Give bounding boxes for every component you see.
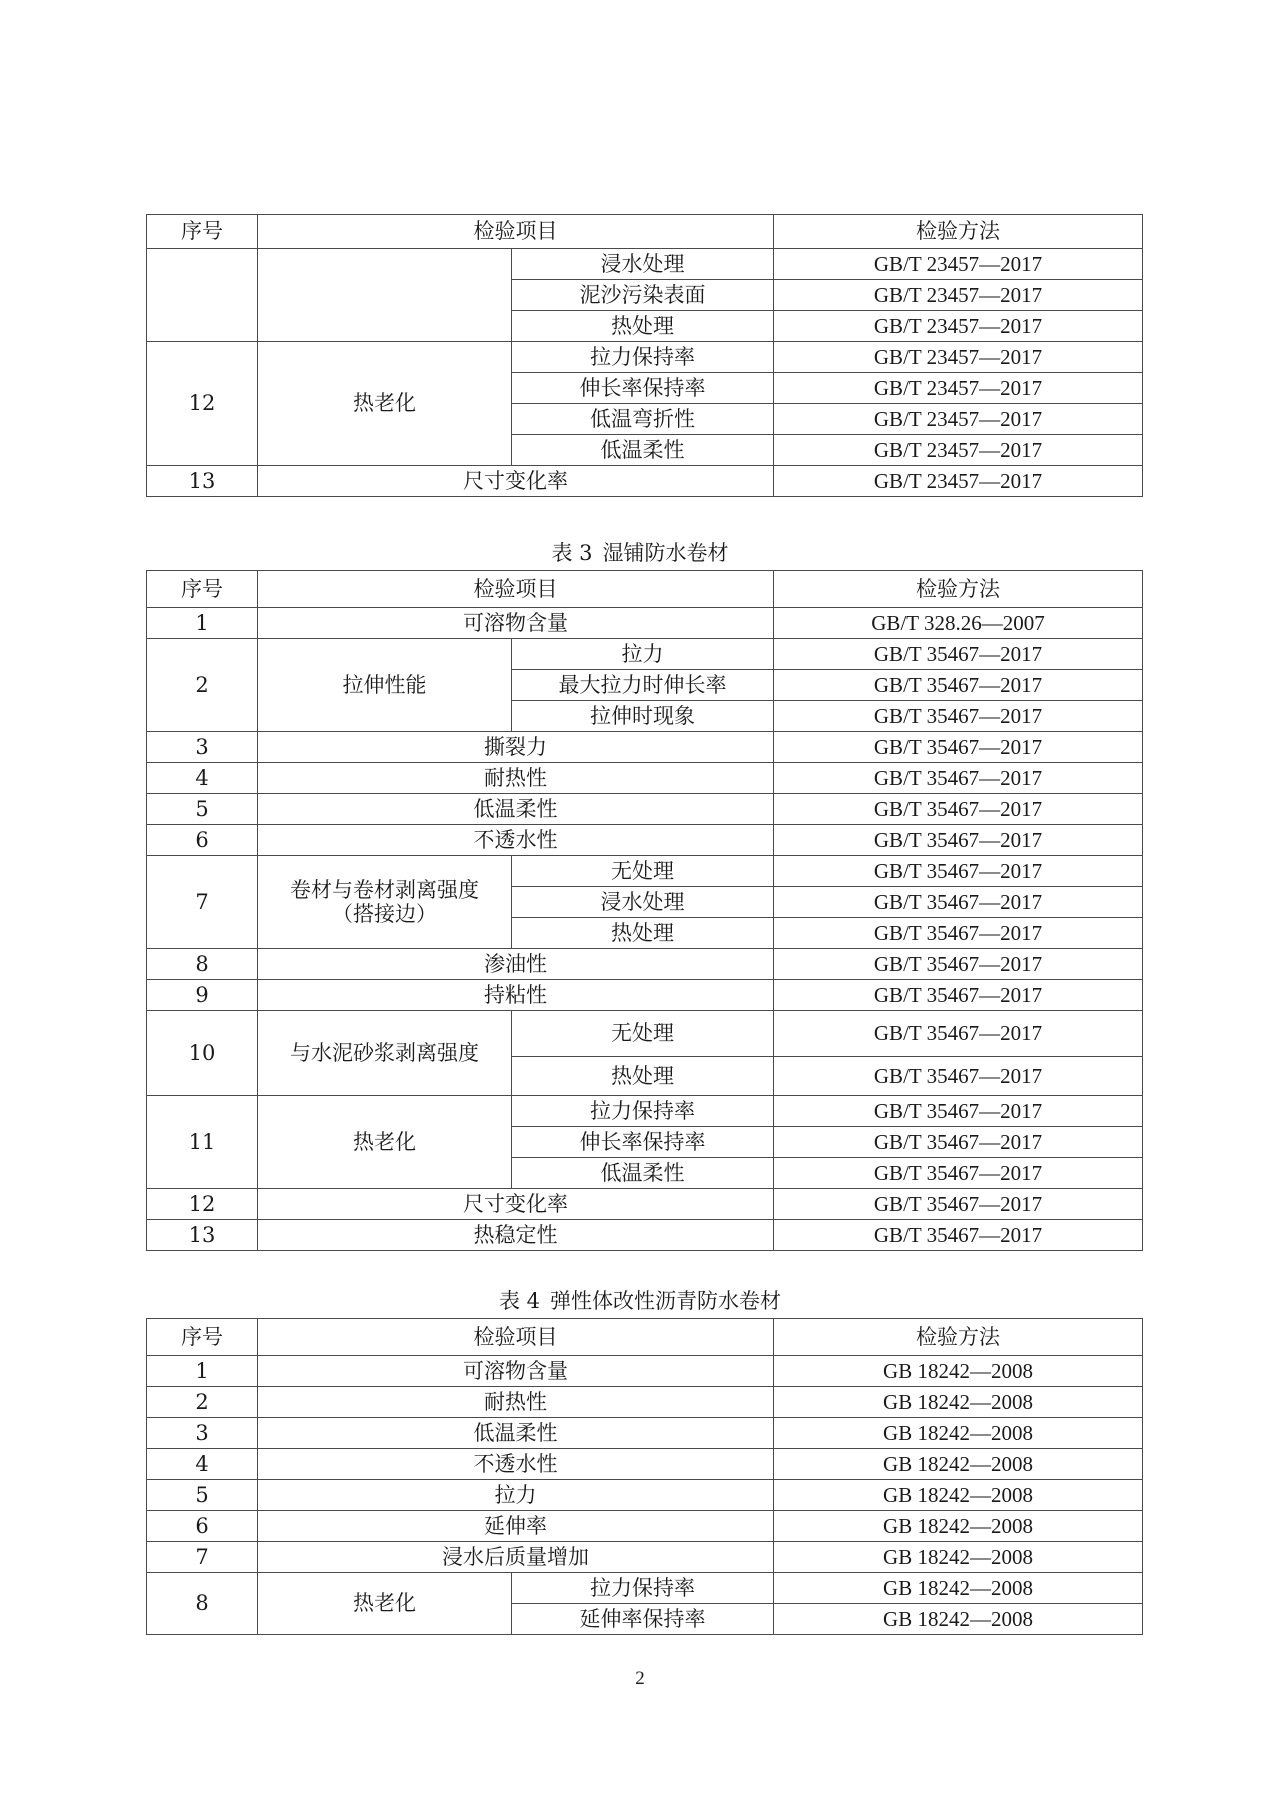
sub-item-cell: 泥沙污染表面	[512, 280, 774, 311]
serial-cell: 8	[147, 1573, 258, 1635]
method-cell: GB/T 35467—2017	[774, 1220, 1143, 1251]
serial-cell: 13	[147, 1220, 258, 1251]
serial-cell: 8	[147, 949, 258, 980]
method-cell: GB 18242—2008	[774, 1604, 1143, 1635]
item-cell: 低温柔性	[258, 794, 774, 825]
method-cell: GB 18242—2008	[774, 1511, 1143, 1542]
serial-cell	[147, 249, 258, 342]
sub-item-cell: 伸长率保持率	[512, 1127, 774, 1158]
item-cell: 热稳定性	[258, 1220, 774, 1251]
method-cell: GB/T 35467—2017	[774, 763, 1143, 794]
method-cell: GB/T 35467—2017	[774, 1189, 1143, 1220]
method-cell: GB/T 35467—2017	[774, 887, 1143, 918]
method-cell: GB/T 23457—2017	[774, 280, 1143, 311]
sub-item-cell: 最大拉力时伸长率	[512, 670, 774, 701]
item-cell: 持粘性	[258, 980, 774, 1011]
method-cell: GB/T 23457—2017	[774, 249, 1143, 280]
item-cell: 浸水后质量增加	[258, 1542, 774, 1573]
table-row	[147, 1356, 1143, 1387]
serial-cell: 6	[147, 1511, 258, 1542]
header-method: 检验方法	[774, 215, 1143, 249]
sub-item-cell: 低温柔性	[512, 1158, 774, 1189]
item-cell: 热老化	[258, 342, 512, 466]
item-cell: 撕裂力	[258, 732, 774, 763]
table-row	[147, 856, 1143, 887]
method-cell: GB/T 23457—2017	[774, 466, 1143, 497]
item-cell: 耐热性	[258, 1387, 774, 1418]
table-row	[147, 949, 1143, 980]
method-cell: GB/T 23457—2017	[774, 373, 1143, 404]
page-number: 2	[635, 1668, 645, 1689]
serial-cell: 12	[147, 342, 258, 466]
sub-item-cell: 延伸率保持率	[512, 1604, 774, 1635]
serial-cell: 3	[147, 1418, 258, 1449]
table-row	[147, 1449, 1143, 1480]
method-cell: GB/T 23457—2017	[774, 311, 1143, 342]
serial-cell: 11	[147, 1096, 258, 1189]
serial-cell: 3	[147, 732, 258, 763]
sub-item-cell: 拉力保持率	[512, 1096, 774, 1127]
serial-cell: 5	[147, 794, 258, 825]
table-row	[147, 1542, 1143, 1573]
table3-caption-title: 湿铺防水卷材	[602, 541, 729, 565]
table-row	[147, 1387, 1143, 1418]
item-cell: 延伸率	[258, 1511, 774, 1542]
item-line-2: （搭接边）	[332, 902, 437, 926]
method-cell: GB/T 23457—2017	[774, 435, 1143, 466]
serial-cell: 7	[147, 856, 258, 949]
serial-cell: 5	[147, 1480, 258, 1511]
serial-cell: 9	[147, 980, 258, 1011]
sub-item-cell: 无处理	[512, 1011, 774, 1057]
item-cell: 渗油性	[258, 949, 774, 980]
serial-cell: 1	[147, 608, 258, 639]
table-row	[147, 1011, 1143, 1057]
serial-cell: 10	[147, 1011, 258, 1096]
sub-item-cell: 热处理	[512, 1057, 774, 1096]
table3	[146, 570, 1143, 1251]
item-cell: 耐热性	[258, 763, 774, 794]
method-cell: GB 18242—2008	[774, 1418, 1143, 1449]
serial-cell: 2	[147, 1387, 258, 1418]
sub-item-cell: 热处理	[512, 918, 774, 949]
item-cell	[258, 249, 512, 342]
header-item: 检验项目	[258, 1319, 774, 1356]
header-serial: 序号	[147, 215, 258, 249]
table-row	[147, 639, 1143, 670]
table-header-row	[147, 571, 1143, 608]
method-cell: GB/T 35467—2017	[774, 1096, 1143, 1127]
method-cell: GB/T 328.26—2007	[774, 608, 1143, 639]
header-method: 检验方法	[774, 1319, 1143, 1356]
sub-item-cell: 低温柔性	[512, 435, 774, 466]
header-item: 检验项目	[258, 215, 774, 249]
sub-item-cell: 热处理	[512, 311, 774, 342]
method-cell: GB/T 35467—2017	[774, 732, 1143, 763]
table4-caption	[0, 1285, 1280, 1315]
table-row	[147, 608, 1143, 639]
method-cell: GB/T 23457—2017	[774, 342, 1143, 373]
method-cell: GB/T 35467—2017	[774, 825, 1143, 856]
method-cell: GB/T 35467—2017	[774, 670, 1143, 701]
sub-item-cell: 拉伸时现象	[512, 701, 774, 732]
serial-cell: 1	[147, 1356, 258, 1387]
serial-cell: 6	[147, 825, 258, 856]
sub-item-cell: 拉力保持率	[512, 1573, 774, 1604]
item-cell	[258, 856, 512, 949]
serial-cell: 12	[147, 1189, 258, 1220]
item-cell: 尺寸变化率	[258, 1189, 774, 1220]
table-row	[147, 1418, 1143, 1449]
item-cell: 可溶物含量	[258, 608, 774, 639]
table-header-row	[147, 1319, 1143, 1356]
method-cell: GB/T 35467—2017	[774, 980, 1143, 1011]
table-row	[147, 763, 1143, 794]
method-cell: GB/T 35467—2017	[774, 856, 1143, 887]
table4-caption-number: 表 4	[498, 1289, 541, 1313]
method-cell: GB/T 35467—2017	[774, 1011, 1143, 1057]
sub-item-cell: 浸水处理	[512, 249, 774, 280]
table-row	[147, 1511, 1143, 1542]
header-method: 检验方法	[774, 571, 1143, 608]
item-cell: 热老化	[258, 1096, 512, 1189]
item-cell: 不透水性	[258, 1449, 774, 1480]
table-row	[147, 1189, 1143, 1220]
method-cell: GB/T 23457—2017	[774, 404, 1143, 435]
sub-item-cell: 无处理	[512, 856, 774, 887]
method-cell: GB 18242—2008	[774, 1542, 1143, 1573]
header-item: 检验项目	[258, 571, 774, 608]
method-cell: GB 18242—2008	[774, 1449, 1143, 1480]
item-cell: 不透水性	[258, 825, 774, 856]
method-cell: GB 18242—2008	[774, 1387, 1143, 1418]
table3-caption	[0, 537, 1280, 567]
method-cell: GB 18242—2008	[774, 1480, 1143, 1511]
sub-item-cell: 低温弯折性	[512, 404, 774, 435]
table-row	[147, 825, 1143, 856]
method-cell: GB/T 35467—2017	[774, 639, 1143, 670]
method-cell: GB/T 35467—2017	[774, 794, 1143, 825]
table4	[146, 1318, 1143, 1635]
table4-caption-title: 弹性体改性沥青防水卷材	[550, 1289, 782, 1313]
item-cell: 低温柔性	[258, 1418, 774, 1449]
item-cell: 尺寸变化率	[258, 466, 774, 497]
item-cell: 拉伸性能	[258, 639, 512, 732]
table-row	[147, 794, 1143, 825]
item-cell: 拉力	[258, 1480, 774, 1511]
serial-cell: 2	[147, 639, 258, 732]
sub-item-cell: 拉力保持率	[512, 342, 774, 373]
sub-item-cell: 浸水处理	[512, 887, 774, 918]
item-line-1: 卷材与卷材剥离强度	[290, 877, 479, 902]
header-serial: 序号	[147, 1319, 258, 1356]
table-row	[147, 1096, 1143, 1127]
table-header-row	[147, 215, 1143, 249]
table-row	[147, 1480, 1143, 1511]
method-cell: GB/T 35467—2017	[774, 949, 1143, 980]
method-cell: GB/T 35467—2017	[774, 918, 1143, 949]
table-row	[147, 466, 1143, 497]
serial-cell: 7	[147, 1542, 258, 1573]
table3-caption-number: 表 3	[551, 541, 593, 565]
method-cell: GB 18242—2008	[774, 1356, 1143, 1387]
serial-cell: 4	[147, 1449, 258, 1480]
table-row	[147, 980, 1143, 1011]
table-row	[147, 732, 1143, 763]
item-cell: 热老化	[258, 1573, 512, 1635]
serial-cell: 4	[147, 763, 258, 794]
method-cell: GB 18242—2008	[774, 1573, 1143, 1604]
method-cell: GB/T 35467—2017	[774, 701, 1143, 732]
test-table-continued	[146, 214, 1143, 497]
sub-item-cell: 伸长率保持率	[512, 373, 774, 404]
table-row	[147, 1220, 1143, 1251]
method-cell: GB/T 35467—2017	[774, 1158, 1143, 1189]
table-row	[147, 342, 1143, 373]
serial-cell: 13	[147, 466, 258, 497]
method-cell: GB/T 35467—2017	[774, 1057, 1143, 1096]
table-row	[147, 1573, 1143, 1604]
item-cell: 与水泥砂浆剥离强度	[258, 1011, 512, 1096]
method-cell: GB/T 35467—2017	[774, 1127, 1143, 1158]
table-row	[147, 249, 1143, 280]
sub-item-cell: 拉力	[512, 639, 774, 670]
item-cell: 可溶物含量	[258, 1356, 774, 1387]
header-serial: 序号	[147, 571, 258, 608]
